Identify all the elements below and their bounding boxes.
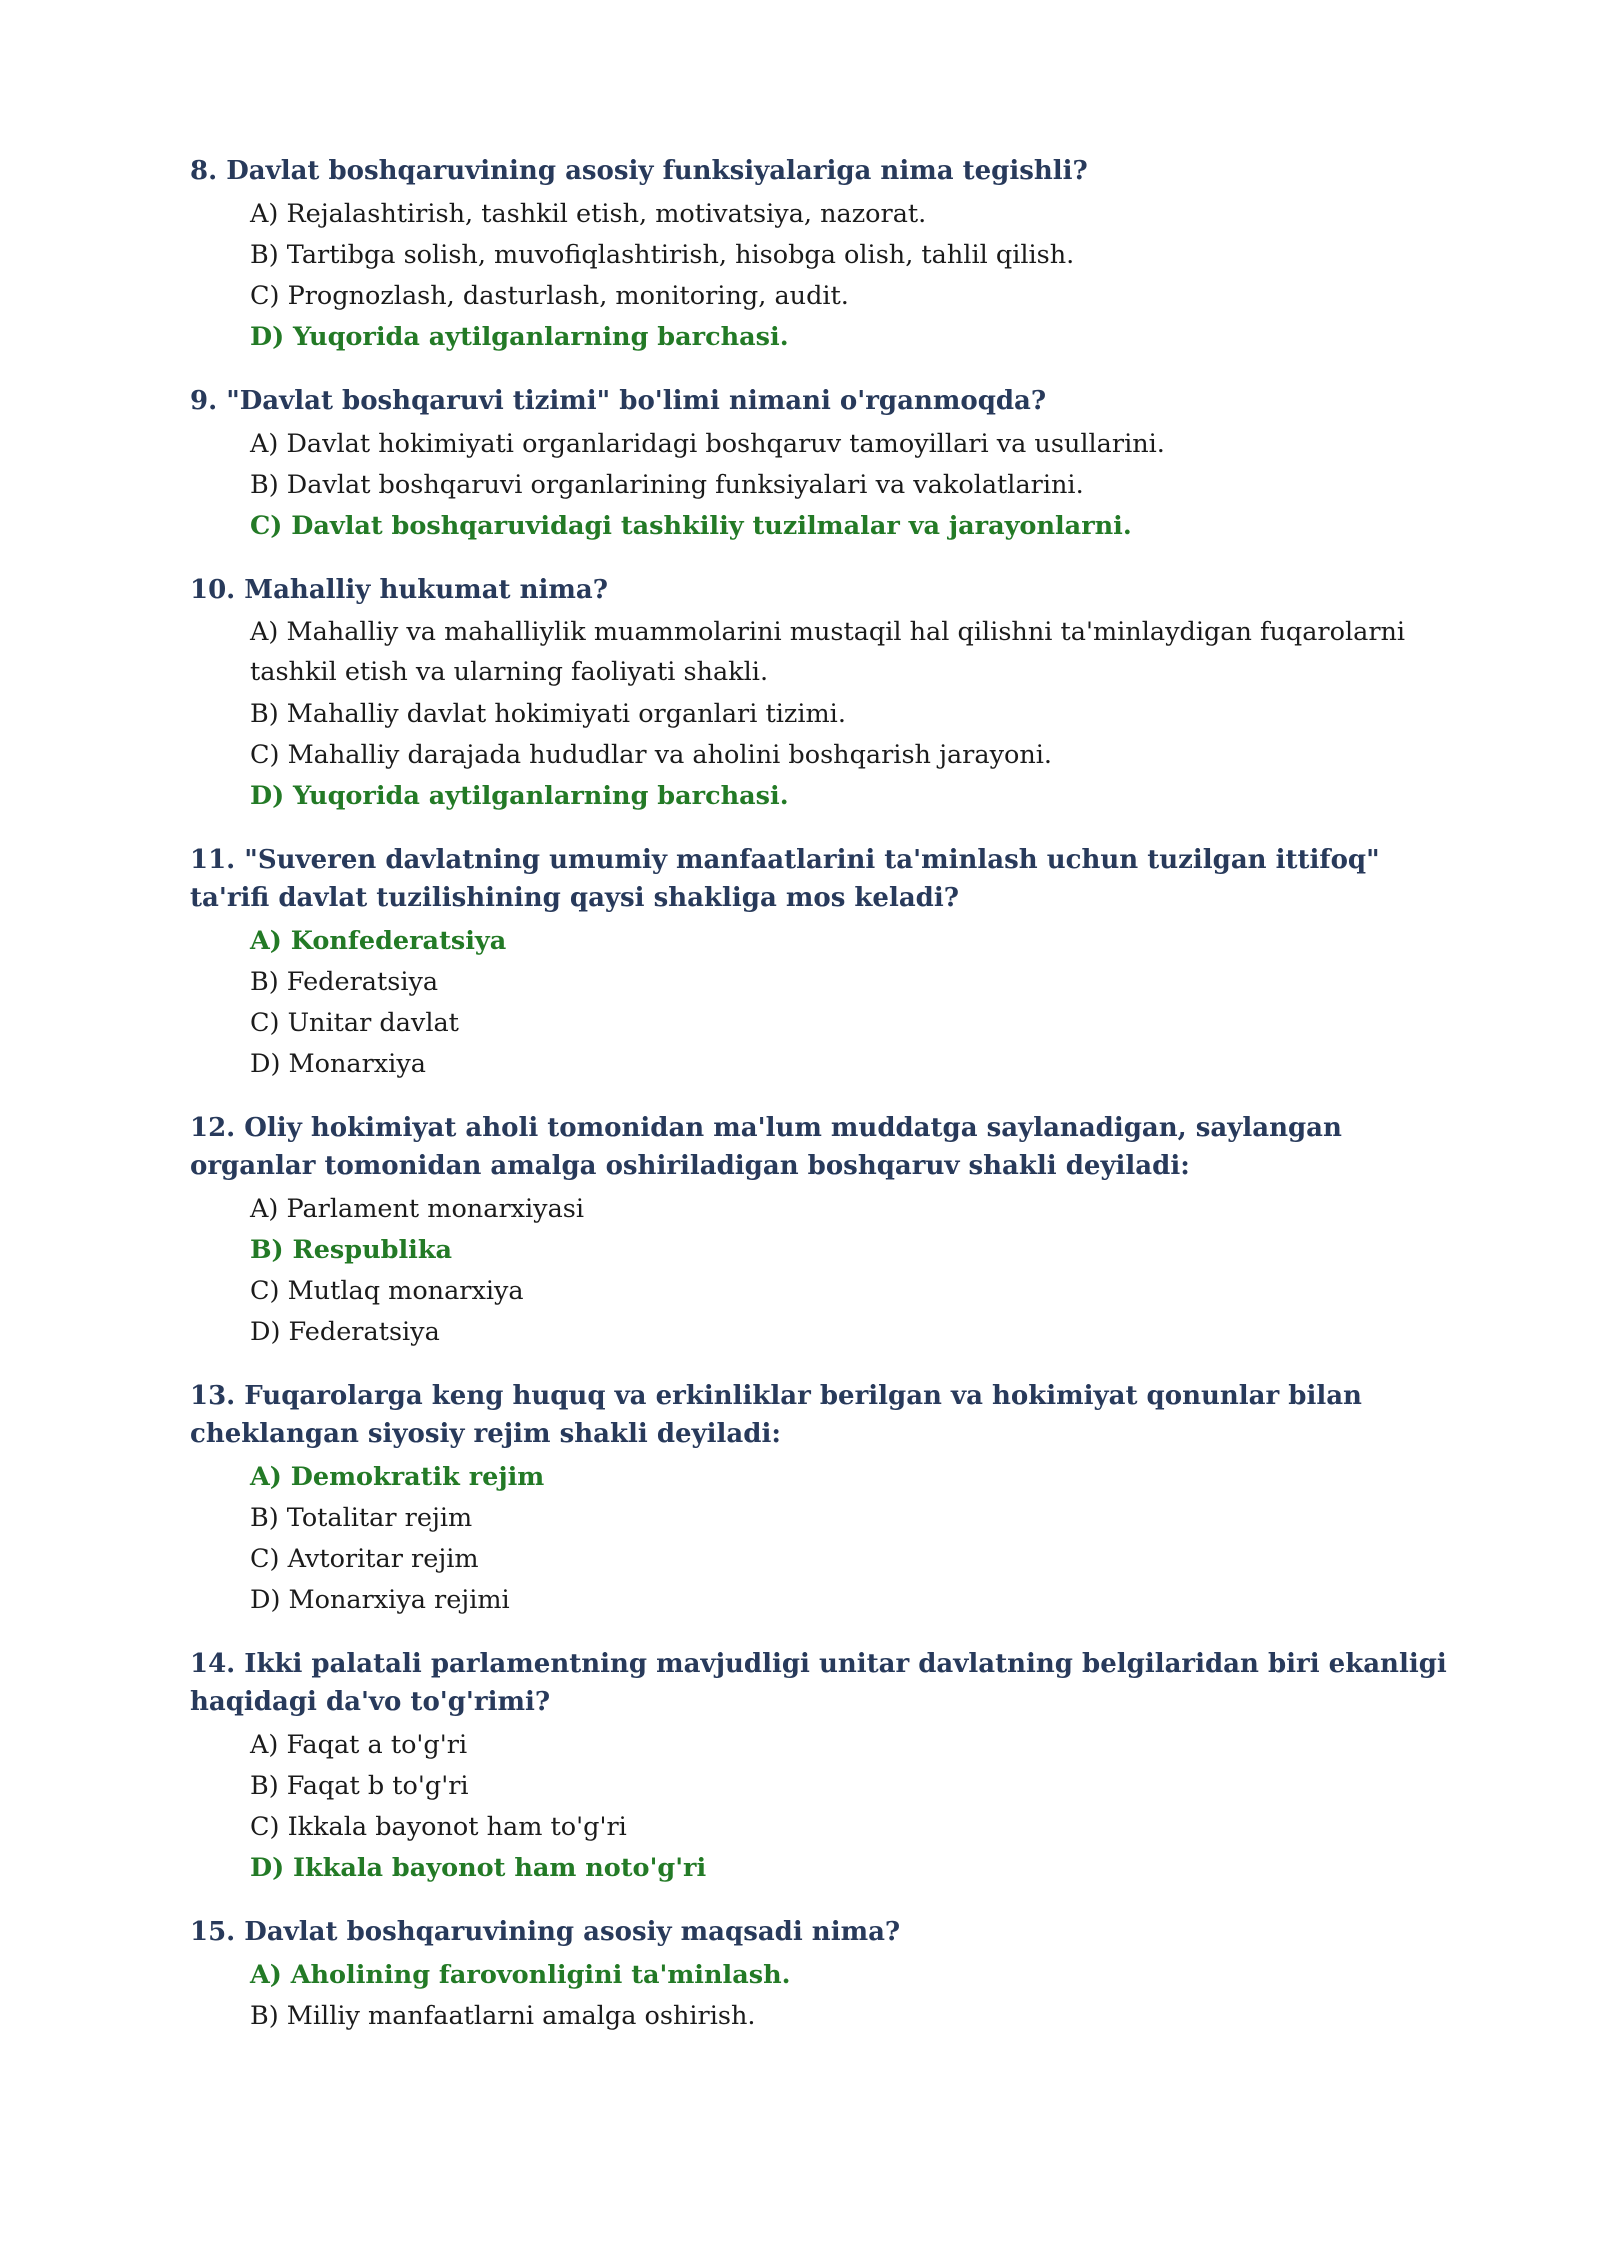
correct-answer-option: A) Aholining farovonligini ta'minlash. bbox=[250, 1960, 791, 1990]
question-block bbox=[190, 152, 1460, 358]
answer-option: D) Monarxiya rejimi bbox=[250, 1585, 510, 1615]
answer-option: B) Totalitar rejim bbox=[250, 1503, 473, 1533]
question-text: 13. Fuqarolarga keng huquq va erkinliklar berilgan va hokimiyat qonunlar bilan cheklangan siyosiy rejim shakli deyiladi: bbox=[190, 1381, 1362, 1449]
correct-answer-option: B) Respublika bbox=[250, 1235, 453, 1265]
question-text: 11. "Suveren davlatning umumiy manfaatlarini ta'minlash uchun tuzilgan ittifoq" ta'rifi davlat tuzilishining qaysi shakliga mos keladi? bbox=[190, 845, 1380, 913]
question-block bbox=[190, 571, 1460, 817]
question-list bbox=[190, 152, 1460, 2061]
answer-option: C) Mahalliy darajada hududlar va aholini boshqarish jarayoni. bbox=[250, 740, 1053, 770]
question-block bbox=[190, 841, 1460, 1085]
question-block bbox=[190, 382, 1460, 547]
answer-option: D) Monarxiya bbox=[250, 1049, 426, 1079]
answer-option: C) Unitar davlat bbox=[250, 1008, 459, 1038]
answer-option: C) Prognozlash, dasturlash, monitoring, audit. bbox=[250, 281, 849, 311]
question-block bbox=[190, 1913, 1460, 2037]
answer-option: C) Ikkala bayonot ham to'g'ri bbox=[250, 1812, 627, 1842]
correct-answer-option: D) Ikkala bayonot ham noto'g'ri bbox=[250, 1853, 707, 1883]
question-text: 12. Oliy hokimiyat aholi tomonidan ma'lum muddatga saylanadigan, saylangan organlar tomonidan amalga oshiriladigan boshqaruv shakli deyiladi: bbox=[190, 1113, 1342, 1181]
question-text: 15. Davlat boshqaruvining asosiy maqsadi nima? bbox=[190, 1917, 901, 1947]
question-block bbox=[190, 1109, 1460, 1353]
answer-option: A) Mahalliy va mahalliylik muammolarini mustaqil hal qilishni ta'minlaydigan fuqarolarni tashkil etish va ularning faoliyati shakli. bbox=[250, 617, 1406, 687]
question-text: 8. Davlat boshqaruvining asosiy funksiyalariga nima tegishli? bbox=[190, 156, 1088, 186]
correct-answer-option: A) Demokratik rejim bbox=[250, 1462, 545, 1492]
question-text: 14. Ikki palatali parlamentning mavjudligi unitar davlatning belgilaridan biri ekanligi haqidagi da'vo to'g'rimi? bbox=[190, 1649, 1447, 1717]
answer-option: A) Parlament monarxiyasi bbox=[250, 1194, 585, 1224]
answer-option: C) Mutlaq monarxiya bbox=[250, 1276, 524, 1306]
answer-option: B) Faqat b to'g'ri bbox=[250, 1771, 469, 1801]
answer-option: A) Davlat hokimiyati organlaridagi boshqaruv tamoyillari va usullarini. bbox=[250, 429, 1165, 459]
answer-option: C) Avtoritar rejim bbox=[250, 1544, 479, 1574]
answer-option: A) Faqat a to'g'ri bbox=[250, 1730, 468, 1760]
answer-option: B) Federatsiya bbox=[250, 967, 439, 997]
question-text: 10. Mahalliy hukumat nima? bbox=[190, 575, 608, 605]
correct-answer-option: D) Yuqorida aytilganlarning barchasi. bbox=[250, 322, 789, 352]
correct-answer-option: C) Davlat boshqaruvidagi tashkiliy tuzilmalar va jarayonlarni. bbox=[250, 511, 1132, 541]
question-block bbox=[190, 1645, 1460, 1889]
answer-option: D) Federatsiya bbox=[250, 1317, 440, 1347]
answer-option: B) Mahalliy davlat hokimiyati organlari tizimi. bbox=[250, 699, 846, 729]
answer-option: B) Davlat boshqaruvi organlarining funksiyalari va vakolatlarini. bbox=[250, 470, 1084, 500]
correct-answer-option: A) Konfederatsiya bbox=[250, 926, 507, 956]
answer-option: A) Rejalashtirish, tashkil etish, motivatsiya, nazorat. bbox=[250, 199, 927, 229]
question-text: 9. "Davlat boshqaruvi tizimi" bo'limi nimani o'rganmoqda? bbox=[190, 386, 1047, 416]
correct-answer-option: D) Yuqorida aytilganlarning barchasi. bbox=[250, 781, 789, 811]
question-block bbox=[190, 1377, 1460, 1621]
answer-option: B) Milliy manfaatlarni amalga oshirish. bbox=[250, 2001, 756, 2031]
answer-option: B) Tartibga solish, muvofiqlashtirish, hisobga olish, tahlil qilish. bbox=[250, 240, 1075, 270]
